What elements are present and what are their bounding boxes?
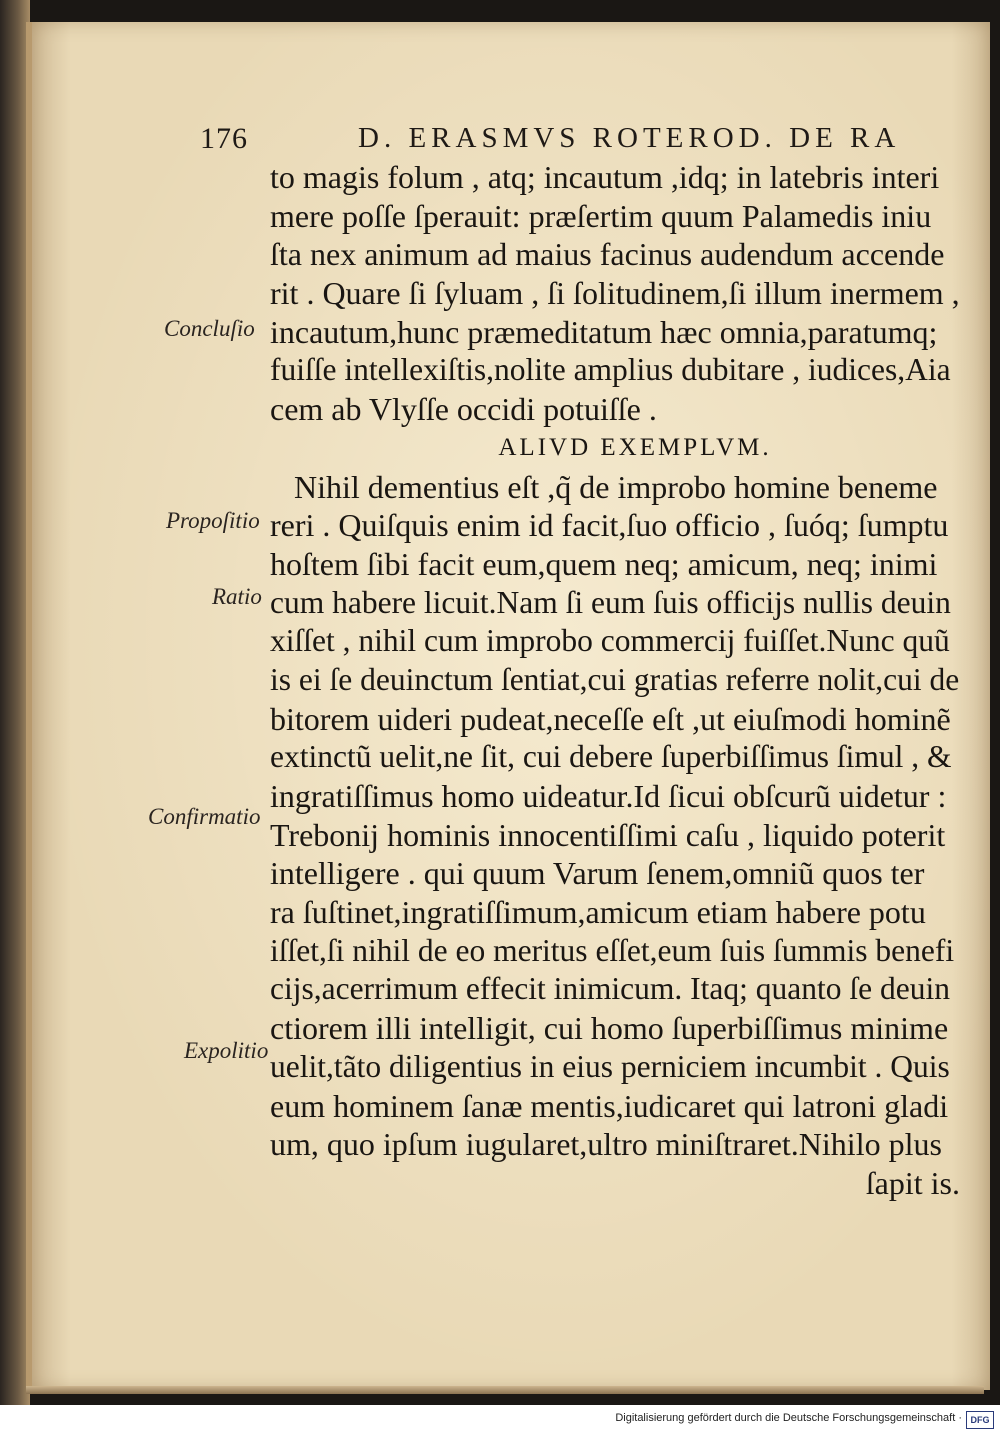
text-line: reri . Quiſquis enim id facit,ſuo officio , ſuóq; ſumptu — [270, 507, 949, 544]
digitization-footer — [0, 1408, 1000, 1433]
margin-note-ratio: Ratio — [212, 584, 262, 609]
text-line: eum hominem ſanæ mentis,iudicaret qui latroni gladi — [270, 1087, 949, 1124]
margin-note-propositio: Propoſitio — [166, 508, 260, 533]
page-header — [200, 122, 900, 162]
text-line: extinctũ uelit,ne ſit, cui debere ſuperbiſſimus ſimul , & — [270, 739, 952, 775]
text-line: Nihil dementius eſt ,q̃ de improbo homine beneme — [294, 468, 938, 505]
funding-credit: Digitalisierung gefördert durch die Deutsche Forschungsgemeinschaft · — [615, 1412, 962, 1424]
text-line: uelit,tãto diligentius in eius perniciem incumbit . Quis — [270, 1048, 950, 1084]
catchword-line: ſapit is. — [865, 1164, 960, 1201]
text-line: bitorem uideri pudeat,neceſſe eſt ,ut eiuſmodi hominẽ — [270, 700, 951, 737]
text-line: um, quo ipſum iugularet,ultro miniſtraret.Nihilo plus — [270, 1126, 942, 1163]
text-line: Trebonij hominis innocentiſſimi caſu , liquido poterit — [270, 816, 946, 853]
page-bottom-edge — [26, 1386, 984, 1394]
text-line: incautum,hunc præmeditatum hæc omnia,paratumq; — [270, 313, 938, 350]
margin-note-conclusio: Concluſio — [164, 316, 255, 341]
section-heading: ALIVD EXEMPLVM. — [498, 433, 772, 461]
text-line: ctiorem illi intelligit, cui homo ſuperbiſſimus minime — [270, 1010, 949, 1047]
text-line: fuiſſe intellexiſtis,nolite amplius dubitare , iudices,Aia — [270, 352, 951, 388]
text-line: rit . Quare ſi ſyluam , ſi ſolitudinem,ſi illum inermem , — [270, 275, 960, 312]
text-line: ra ſuſtinet,ingratiſſimum,amicum etiam habere potu — [270, 894, 926, 931]
text-line: ingratiſſimus homo uideatur.Id ſicui obſcurũ uidetur : — [270, 778, 947, 814]
text-line: cem ab Vlyſſe occidi potuiſſe . — [270, 391, 657, 428]
text-line: to magis folum , atq; incautum ,idq; in latebris interi — [270, 159, 940, 195]
text-line: cum habere licuit.Nam ſi eum ſuis officijs nullis deuin — [270, 584, 951, 620]
running-title: D. ERASMVS ROTEROD. DE RA — [358, 122, 901, 154]
text-line: xiſſet , nihil cum improbo commercij fuiſſet.Nunc quũ — [270, 623, 950, 659]
margin-note-expolitio: Expolitio — [184, 1038, 269, 1063]
text-line: iſſet,ſi nihil de eo meritus eſſet,eum ſuis ſummis benefi — [270, 932, 955, 968]
text-line: hoſtem ſibi facit eum,quem neq; amicum, neq; inimi — [270, 545, 938, 582]
text-line: is ei ſe deuinctum ſentiat,cui gratias referre nolit,cui de — [270, 661, 960, 697]
text-line: mere poſſe ſperauit: præſertim quum Palamedis iniu — [270, 197, 932, 234]
text-line: intelligere . qui quum Varum ſenem,omniũ quos ter — [270, 855, 925, 892]
body-text — [270, 158, 960, 1203]
text-line: ſta nex animum ad maius facinus audendum accende — [270, 236, 945, 273]
margin-note-confirmatio: Confirmatio — [148, 804, 261, 829]
page-number: 176 — [200, 122, 248, 155]
text-line: cijs,acerrimum effecit inimicum. Itaq; quanto ſe deuin — [270, 971, 950, 1007]
dfg-logo: DFG — [966, 1411, 994, 1429]
